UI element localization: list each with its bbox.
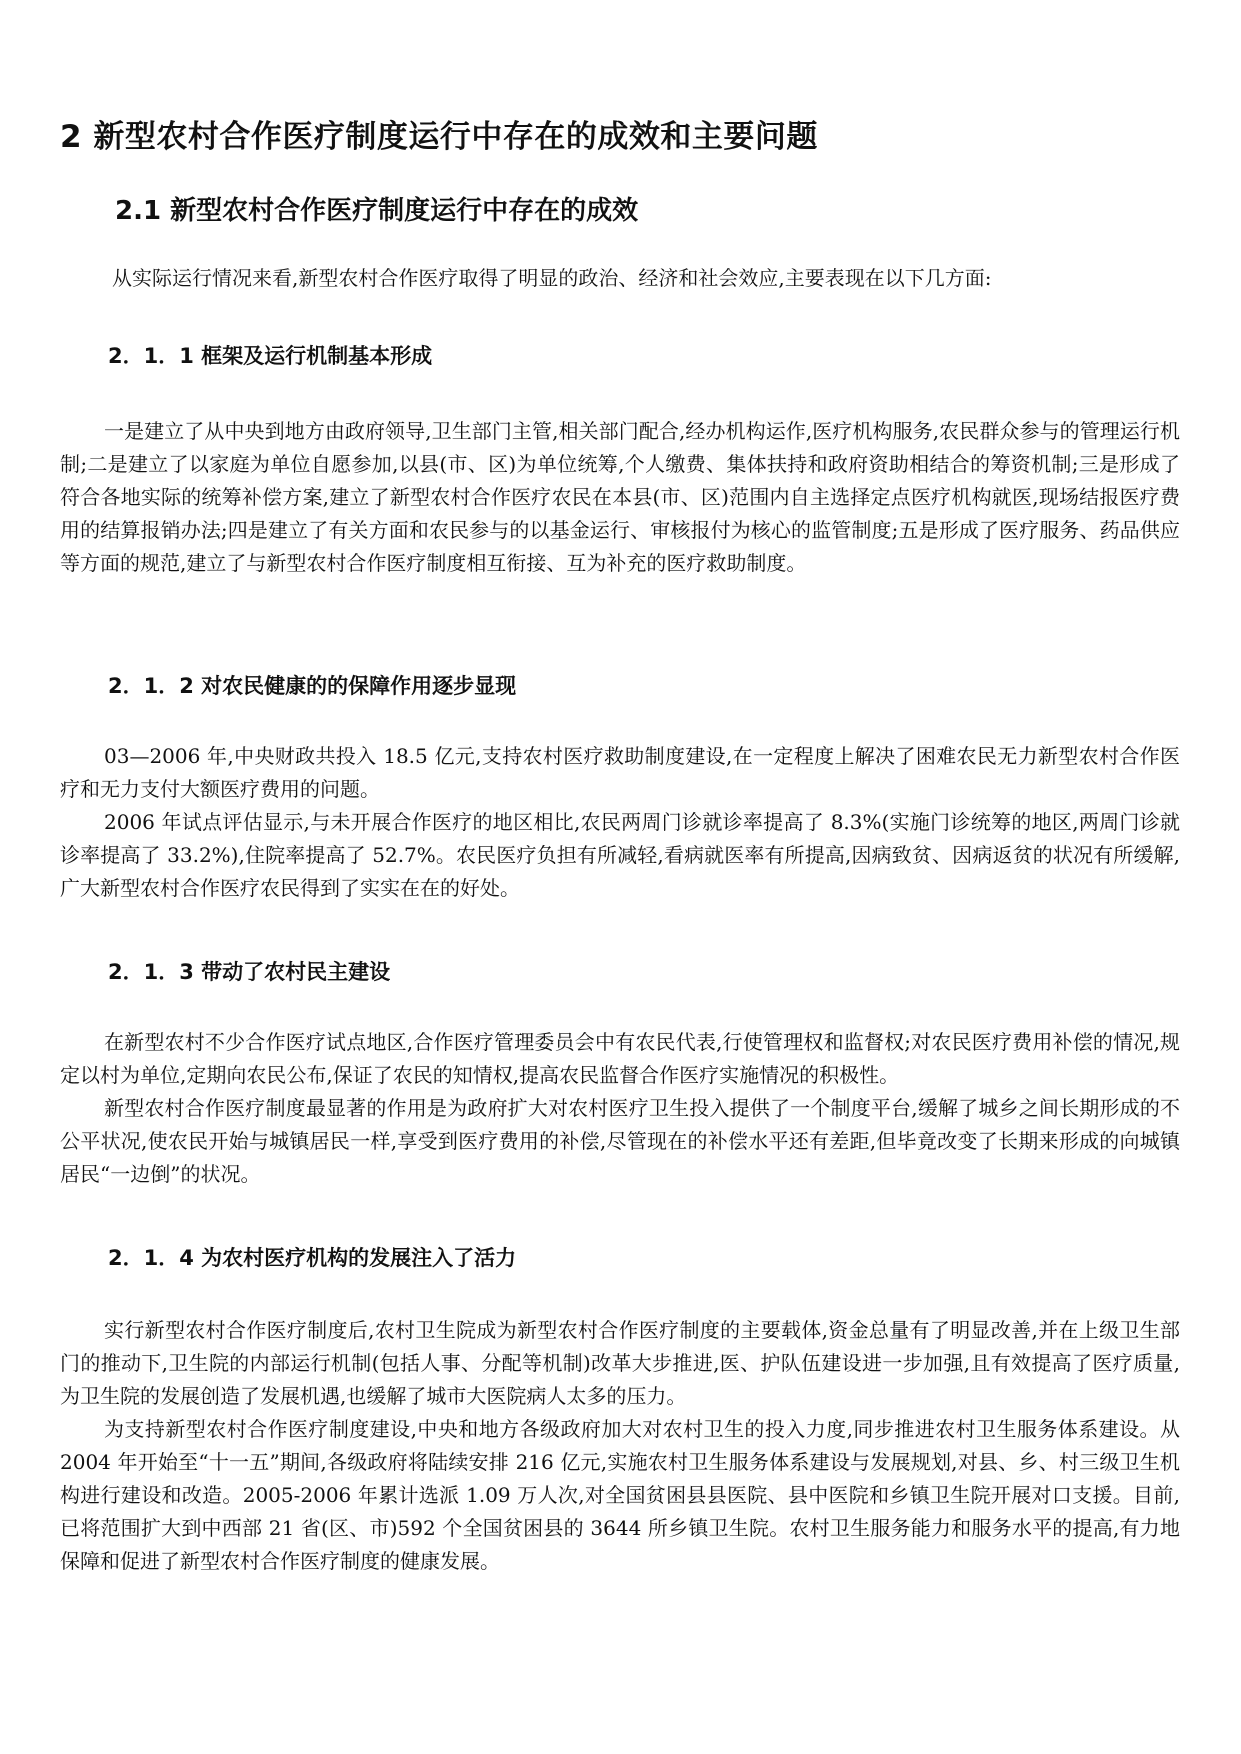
section-heading: 2.1 新型农村合作医疗制度运行中存在的成效 [115, 196, 639, 226]
paragraph-2-2: 2006 年试点评估显示,与未开展合作医疗的地区相比,农民两周门诊就诊率提高了 8.3%(实施门诊统筹的地区,两周门诊就诊率提高了 33.2%),住院率提高了 52.7%。农民医疗负担有所减轻,看病就医率有所提高,因病致贫、因病返贫的状况有所缓解,广大新型农村合作医疗农民得到了实实在在的好处。 [60, 810, 1180, 900]
paragraph-2-1: 03—2006 年,中央财政共投入 18.5 亿元,支持农村医疗救助制度建设,在一定程度上解决了困难农民无力新型农村合作医疗和无力支付大额医疗费用的问题。 [60, 744, 1180, 801]
paragraph-4-2: 为支持新型农村合作医疗制度建设,中央和地方各级政府加大对农村卫生的投入力度,同步推进农村卫生服务体系建设。从 2004 年开始至“十一五”期间,各级政府将陆续安排 216 亿元,实施农村卫生服务体系建设与发展规划,对县、乡、村三级卫生机构进行建设和改造。2005-2006 年累计选派 1.09 万人次,对全国贫困县县医院、县中医院和乡镇卫生院开展对口支援。目前,已将范围扩大到中西部 21 省(区、市)592 个全国贫困县的 3644 所乡镇卫生院。农村卫生服务能力和服务水平的提高,有力地保障和促进了新型农村合作医疗制度的健康发展。 [60, 1417, 1180, 1573]
paragraph-3-2: 新型农村合作医疗制度最显著的作用是为政府扩大对农村医疗卫生投入提供了一个制度平台,缓解了城乡之间长期形成的不公平状况,使农民开始与城镇居民一样,享受到医疗费用的补偿,尽管现在的补偿水平还有差距,但毕竟改变了长期来形成的向城镇居民“一边倒”的状况。 [60, 1096, 1180, 1186]
chapter-heading: 2 新型农村合作医疗制度运行中存在的成效和主要问题 [60, 119, 818, 155]
paragraph-4-1: 实行新型农村合作医疗制度后,农村卫生院成为新型农村合作医疗制度的主要载体,资金总量有了明显改善,并在上级卫生部门的推动下,卫生院的内部运行机制(包括人事、分配等机制)改革大步推进,医、护队伍建设进一步加强,且有效提高了医疗质量,为卫生院的发展创造了发展机遇,也缓解了城市大医院病人太多的压力。 [60, 1318, 1180, 1408]
subsection-heading-3: 2．1．3 带动了农村民主建设 [108, 960, 391, 984]
paragraph-1-1: 一是建立了从中央到地方由政府领导,卫生部门主管,相关部门配合,经办机构运作,医疗机构服务,农民群众参与的管理运行机制;二是建立了以家庭为单位自愿参加,以县(市、区)为单位统筹,个人缴费、集体扶持和政府资助相结合的筹资机制;三是形成了符合各地实际的统筹补偿方案,建立了新型农村合作医疗农民在本县(市、区)范围内自主选择定点医疗机构就医,现场结报医疗费用的结算报销办法;四是建立了有关方面和农民参与的以基金运行、审核报付为核心的监管制度;五是形成了医疗服务、药品供应等方面的规范,建立了与新型农村合作医疗制度相互衔接、互为补充的医疗救助制度。 [60, 419, 1180, 575]
intro-paragraph: 从实际运行情况来看,新型农村合作医疗取得了明显的政治、经济和社会效应,主要表现在以下几方面: [112, 266, 992, 290]
subsection-heading-2: 2．1．2 对农民健康的的保障作用逐步显现 [108, 674, 517, 698]
subsection-heading-1: 2．1．1 框架及运行机制基本形成 [108, 344, 433, 368]
subsection-heading-4: 2．1．4 为农村医疗机构的发展注入了活力 [108, 1246, 517, 1270]
paragraph-3-1: 在新型农村不少合作医疗试点地区,合作医疗管理委员会中有农民代表,行使管理权和监督权;对农民医疗费用补偿的情况,规定以村为单位,定期向农民公布,保证了农民的知情权,提高农民监督合作医疗实施情况的积极性。 [60, 1030, 1180, 1087]
